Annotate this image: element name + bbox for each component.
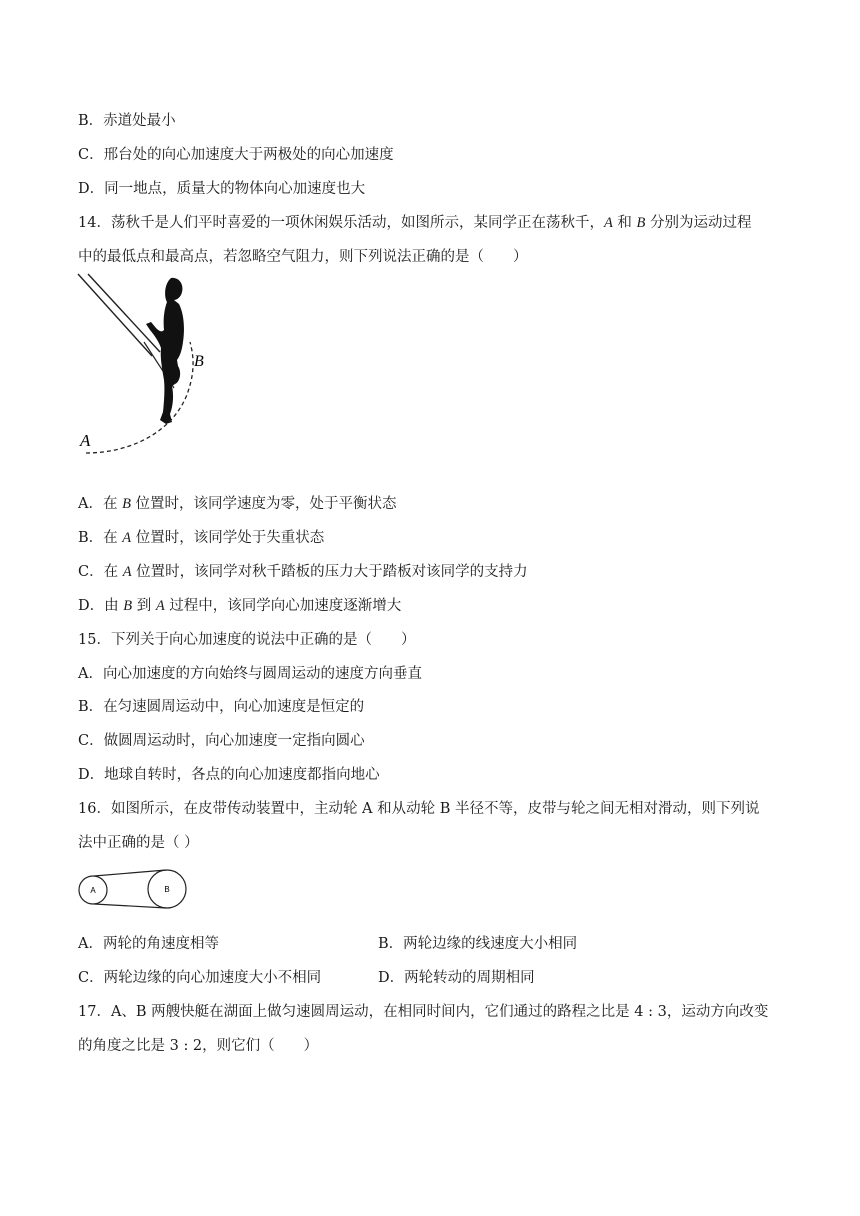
q16-option-c: C．两轮边缘的向心加速度大小不相同 xyxy=(78,970,322,986)
q17-stem-line1: 17．A、B 两艘快艇在湖面上做匀速圆周运动，在相同时间内，它们通过的路程之比是 4 : 3，运动方向改变 xyxy=(78,1004,769,1020)
q14-option-c: C．在 A 位置时，该同学对秋千踏板的压力大于踏板对该同学的支持力 xyxy=(78,564,528,580)
belt-drive-figure xyxy=(78,868,190,912)
q15-option-a: A．向心加速度的方向始终与圆周运动的速度方向垂直 xyxy=(78,666,422,682)
q14-option-a: A．在 B 位置时，该同学速度为零，处于平衡状态 xyxy=(78,496,397,512)
q14-stem-line1: 14．荡秋千是人们平时喜爱的一项休闲娱乐活动，如图所示，某同学正在荡秋千，A 和 B 分别为运动过程 xyxy=(78,215,752,231)
q16-stem-line1: 16．如图所示，在皮带传动装置中，主动轮 A 和从动轮 B 半径不等，皮带与轮之间无相对滑动，则下列说 xyxy=(78,801,760,817)
figure-label-b: B xyxy=(194,353,204,370)
q13-option-b: B．赤道处最小 xyxy=(78,113,176,129)
q15-option-c: C．做圆周运动时，向心加速度一定指向圆心 xyxy=(78,733,365,749)
q13-option-d: D．同一地点，质量大的物体向心加速度也大 xyxy=(78,181,366,197)
q15-stem: 15．下列关于向心加速度的说法中正确的是（ ） xyxy=(78,632,416,648)
q16-option-b: B．两轮边缘的线速度大小相同 xyxy=(378,936,578,952)
wheel-b-label: B xyxy=(164,885,170,894)
q15-option-d: D．地球自转时，各点的向心加速度都指向地心 xyxy=(78,767,380,783)
figure-label-a: A xyxy=(80,431,91,450)
wheel-a-label: A xyxy=(90,886,96,895)
q17-stem-line2: 的角度之比是 3 : 2，则它们（ ） xyxy=(78,1038,319,1054)
q14-option-d: D．由 B 到 A 过程中，该同学向心加速度逐渐增大 xyxy=(78,598,402,614)
q16-stem-line2: 法中正确的是（ ） xyxy=(78,835,199,851)
q16-option-a: A．两轮的角速度相等 xyxy=(78,936,219,952)
swing-figure xyxy=(76,272,226,462)
q14-stem-line2: 中的最低点和最高点，若忽略空气阻力，则下列说法正确的是（ ） xyxy=(78,249,528,265)
q14-option-b: B．在 A 位置时，该同学处于失重状态 xyxy=(78,530,325,546)
q15-option-b: B．在匀速圆周运动中，向心加速度是恒定的 xyxy=(78,699,365,715)
q13-option-c: C．邢台处的向心加速度大于两极处的向心加速度 xyxy=(78,147,394,163)
q16-option-d: D．两轮转动的周期相同 xyxy=(378,970,535,986)
